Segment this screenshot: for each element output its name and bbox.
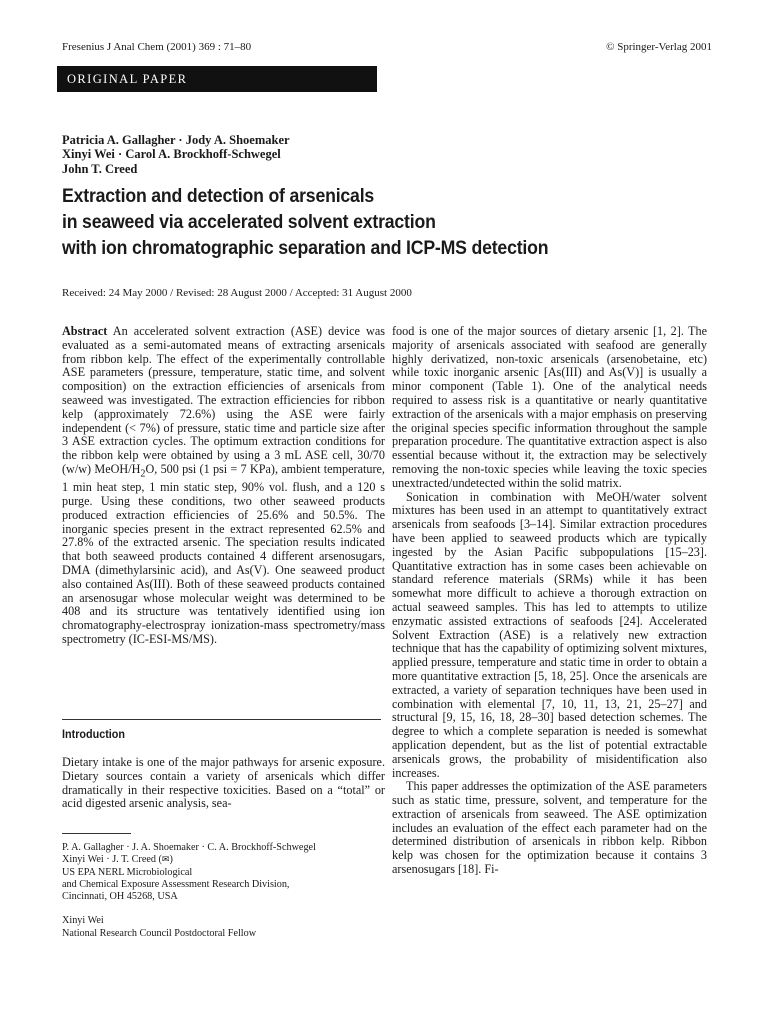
footnote-line: and Chemical Exposure Assessment Research Division, bbox=[62, 878, 290, 890]
footnote-text: Xinyi Wei · J. T. Creed ( bbox=[62, 854, 162, 866]
abstract-label: Abstract bbox=[62, 324, 108, 338]
footnote-line: US EPA NERL Microbiological bbox=[62, 866, 193, 878]
author-line: Xinyi Wei · Carol A. Brockhoff-Schwegel bbox=[62, 147, 281, 162]
section-divider bbox=[62, 719, 381, 720]
body-paragraph: Sonication in combination with MeOH/water solvent mixtures has been used in an attempt to quantitatively extract arsenicals from seafoods [3–14]. Similar extraction procedures have been applied to seaweed products which are typically ingested by the Asian Pacific subpopulations [15–23]. Quantitative extraction has in some cases been achievable on standard reference materials (SRMs) while it has been somewhat more difficult to achieve a thorough extraction on actual seaweed samples. This has led to attempts to utilize enzymatic assisted extractions of seafoods [24]. Accelerated Solvent Extraction (ASE) is a relatively new extraction technique that has the capability of optimizing solvent mixtures, applied pressure, temperature and static time in order to obtain a more quantitative extraction [5, 18, 25]. Once the arsenicals are extracted, a variety of separation techniques have been used in combination with elemental [7, 10, 11, 13, 21, 25–27] and structural [9, 15, 16, 18, 28–30] based detection schemes. The degree to which a complete separation is needed is somewhat application dependent, but as the list of potential extractable arsenicals grows, the probability of misidentification also increases. bbox=[392, 489, 707, 780]
footnote-text: ) bbox=[169, 854, 173, 866]
copyright-notice: © Springer-Verlag 2001 bbox=[606, 41, 712, 53]
affiliation-footnotes bbox=[62, 842, 385, 940]
title-line: with ion chromatographic separation and ICP-MS detection bbox=[62, 238, 549, 259]
abstract-text-part: O, 500 psi (1 psi = 7 KPa), ambient temperature, 1 min heat step, 1 min static step, 90% vol. flush, and a 120 s purge. Using these conditions, two other seaweed products produced extraction efficiencies of 25.6% and 50.5%. The inorganic species present in the extract represented 62.5% and 27.8% of the extracted arsenic. The speciation results indicated that both seaweed products contained 4 different arsenosugars, DMA (dimethylarsinic acid), and As(V). One seaweed product also contained As(III). Both of these seaweed products contained an arsenosugar whose molecular weight was determined to be 408 and its structure was tentatively identified using ion chromatography-electrospray ionization-mass spectrometry/mass spectrometry (IC-ESI-MS/MS). bbox=[62, 461, 385, 646]
footnote-line bbox=[62, 854, 385, 866]
body-paragraph: food is one of the major sources of dietary arsenic [1, 2]. The majority of arsenicals associated with seafood are generally highly derivatized, non-toxic arsenicals (arsenobetaine, etc) while toxic inorganic arsenic [As(III) and As(V)] is usually a minor component (Table 1). One of the analytical needs required to assess risk is a quantitative or nearly quantitative extraction of the arsenicals with a major emphasis on preserving the original species specific information throughout the sample preparation procedure. The quantitative extraction aspect is also essential because without it, the extraction may be selectively removing the non-toxic species while leaving the toxic species unextracted/undetected within the solid matrix. bbox=[392, 324, 707, 490]
introduction-body bbox=[62, 756, 385, 811]
author-line: Patricia A. Gallagher · Jody A. Shoemaker bbox=[62, 133, 290, 147]
author-list bbox=[62, 133, 290, 176]
introduction-heading: Introduction bbox=[62, 727, 125, 741]
body-right-column bbox=[392, 325, 707, 877]
subscript: 2 bbox=[140, 468, 146, 480]
abstract-text-part: An accelerated solvent extraction (ASE) device was evaluated as a semi-automated means of extracting arsenicals from ribbon kelp. The effect of the experimentally controllable ASE parameters (pressure, temperature, static time, and solvent composition) on the extraction efficiencies of arsenicals from seaweed was investigated. The extraction efficiencies for ribbon kelp (approximately 72.6%) using the ASE were fairly independent (< 7%) of pressure, static time and particle size after 3 ASE extraction cycles. The optimum extraction conditions for the ribbon kelp were obtained by using a 3 mL ASE cell, 30/70 (w/w) MeOH/H bbox=[62, 324, 385, 476]
paper-title bbox=[62, 184, 639, 262]
title-line: in seaweed via accelerated solvent extraction bbox=[62, 212, 436, 233]
abstract-block bbox=[62, 325, 385, 647]
footnote-line: National Research Council Postdoctoral Fellow bbox=[62, 927, 257, 939]
footnote-line: P. A. Gallagher · J. A. Shoemaker · C. A. Brockhoff-Schwegel bbox=[62, 842, 316, 853]
journal-citation: Fresenius J Anal Chem (2001) 369 : 71–80 bbox=[62, 41, 252, 53]
abstract-text bbox=[62, 325, 385, 647]
footnote-divider bbox=[62, 833, 131, 834]
footnote-line: Cincinnati, OH 45268, USA bbox=[62, 891, 178, 903]
body-paragraph: This paper addresses the optimization of the ASE parameters such as static time, pressure, solvent, and temperature for the extraction of arsenicals from seaweed. The ASE optimization includes an evaluation of the effect each parameter had on the determined distribution of arsenicals in ribbon kelp. Ribbon kelp was chosen for the optimization because it contains 3 arsenosugars [18]. Fi- bbox=[392, 779, 707, 877]
introduction-paragraph: Dietary intake is one of the major pathways for arsenic exposure. Dietary sources contain a variety of arsenicals which differ dramatically in their respective toxicities. Based on a “total” or acid digested arsenic analysis, sea- bbox=[62, 755, 385, 811]
title-line: Extraction and detection of arsenicals bbox=[62, 186, 375, 207]
footnote-line: Xinyi Wei bbox=[62, 915, 104, 927]
section-bar: ORIGINAL PAPER bbox=[57, 66, 377, 92]
author-line: John T. Creed bbox=[62, 161, 138, 176]
submission-dates: Received: 24 May 2000 / Revised: 28 August 2000 / Accepted: 31 August 2000 bbox=[62, 287, 412, 299]
envelope-icon: ✉ bbox=[161, 855, 170, 866]
